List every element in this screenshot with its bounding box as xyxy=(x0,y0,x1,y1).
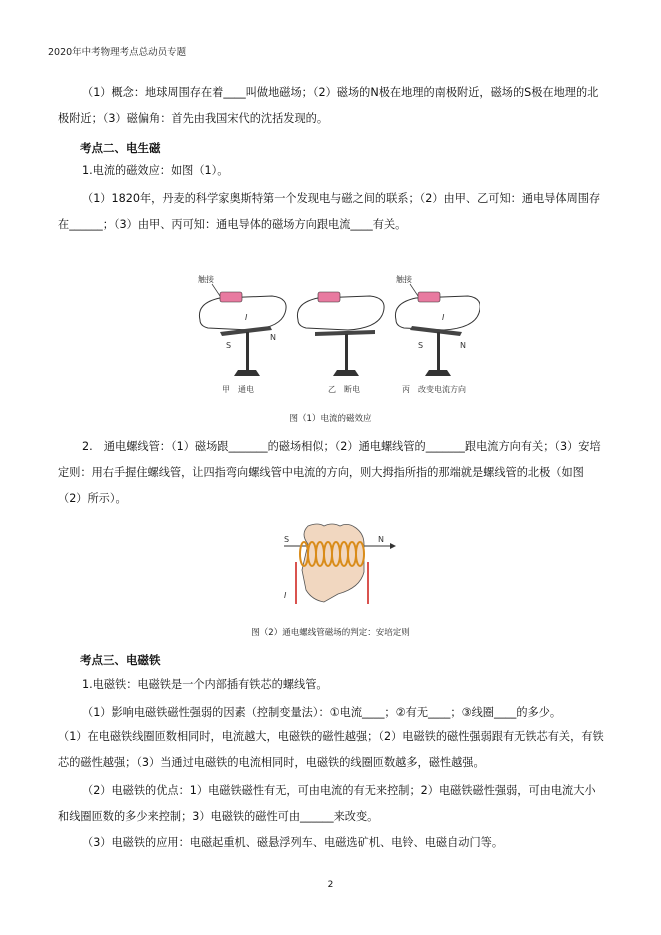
figure1-panel3-base xyxy=(425,370,451,376)
section3-title: 考点三、电磁铁 xyxy=(80,653,161,667)
figure1-panel2-base xyxy=(333,370,359,376)
section3-para1: （1）影响电磁铁磁性强弱的因素（控制变量法）：①电流____；②有无____；③线圈____的多少。 xyxy=(82,706,562,719)
section3-item1: 1.电磁铁：电磁铁是一个内部插有铁芯的螺线管。 xyxy=(82,678,328,691)
figure2-arrow-head xyxy=(390,543,396,549)
figure1-panel3-n: N xyxy=(460,341,466,350)
figure1-panel1-current-label: I xyxy=(245,313,248,322)
figure1-panel1-touch-label: 触接 xyxy=(198,275,214,284)
figure1-panel1-wire-loop xyxy=(199,296,286,330)
figure1-caption: 图（1）电流的磁效应 xyxy=(289,414,372,424)
figure1-panel1-battery xyxy=(220,292,242,302)
figure1-panel3-s: S xyxy=(418,341,424,350)
figure1-panel1-base xyxy=(234,370,260,376)
figure1-panel3-caption: 丙 改变电流方向 xyxy=(402,385,466,394)
figure2-ampere-rule xyxy=(278,520,398,610)
section2-item1: 1.电流的磁效应：如图（1）。 xyxy=(82,164,229,177)
figure2-s-label: S xyxy=(284,535,290,544)
page-number: 2 xyxy=(327,880,334,890)
section2-item2: 2. 通电螺线管：（1）磁场跟_______的磁场相似；（2）通电螺线管的_______跟电流方向有关；（3）安培定则：用右手握住螺线管，让四指弯向螺线管中电流的方向，则大拇指所指的那端就是螺线管的北极（如图（2）所示）。 xyxy=(58,440,601,505)
figure1-panel3-touch-label: 触接 xyxy=(396,275,412,284)
figure2-n-label: N xyxy=(378,535,384,544)
figure1-panel2-battery xyxy=(318,292,340,302)
figure1-panel2-wire-loop xyxy=(297,296,384,330)
figure1-panel1-s: S xyxy=(226,341,232,350)
figure1-panel2-stand xyxy=(345,334,348,372)
figure1-panel1-n: N xyxy=(270,333,276,342)
figure1-panel2-caption: 乙 断电 xyxy=(328,385,360,394)
section3-para2: （1）在电磁铁线圈匝数相同时，电流越大，电磁铁的磁性越强；（2）电磁铁的磁性强弱跟有无铁芯有关，有铁芯的磁性越强；（3）当通过电磁铁的电流相同时，电磁铁的线圈匝数越多，磁性越强。 xyxy=(58,730,604,769)
figure1-panel3-stand xyxy=(437,332,440,372)
figure1-panel-jia xyxy=(198,274,286,394)
figure1-panel3-needle xyxy=(410,326,462,336)
figure1-panel1-caption: 甲 通电 xyxy=(222,385,254,394)
geomagnetism-paragraph: （1）概念：地球周围存在着____叫做地磁场；（2）磁场的N极在地理的南极附近，磁场的S极在地理的北极附近；（3）磁偏角：首先由我国宋代的沈括发现的。 xyxy=(58,86,599,125)
figure1-panel-yi xyxy=(297,292,384,394)
figure2-caption: 图（2）通电螺线管磁场的判定：安培定则 xyxy=(251,628,410,638)
figure1-panel-bing xyxy=(395,274,480,394)
page-header: 2020年中考物理考点总动员专题 xyxy=(48,47,187,58)
figure1-panel3-current-label: I xyxy=(442,313,445,322)
figure1-panel1-pointer xyxy=(212,284,220,296)
section2-para1: （1）1820年，丹麦的科学家奥斯特第一个发现电与磁之间的联系；（2）由甲、乙可知：通电导体周围存在______；（3）由甲、丙可知：通电导体的磁场方向跟电流____有关。 xyxy=(58,192,601,231)
section2-title: 考点二、电生磁 xyxy=(80,141,161,155)
figure1-panel1-stand xyxy=(246,332,249,372)
figure1-oersted-experiment xyxy=(190,268,480,398)
figure1-panel3-pointer xyxy=(410,284,418,296)
section3-para3: （2）电磁铁的优点：1）电磁铁磁性有无，可由电流的有无来控制；2）电磁铁磁性强弱，可由电流大小和线圈匝数的多少来控制；3）电磁铁的磁性可由______来改变。 xyxy=(58,784,596,823)
figure2-current-label: I xyxy=(284,591,287,600)
section3-para4: （3）电磁铁的应用：电磁起重机、磁悬浮列车、电磁选矿机、电铃、电磁自动门等。 xyxy=(82,836,504,849)
figure1-panel3-battery xyxy=(418,292,440,302)
